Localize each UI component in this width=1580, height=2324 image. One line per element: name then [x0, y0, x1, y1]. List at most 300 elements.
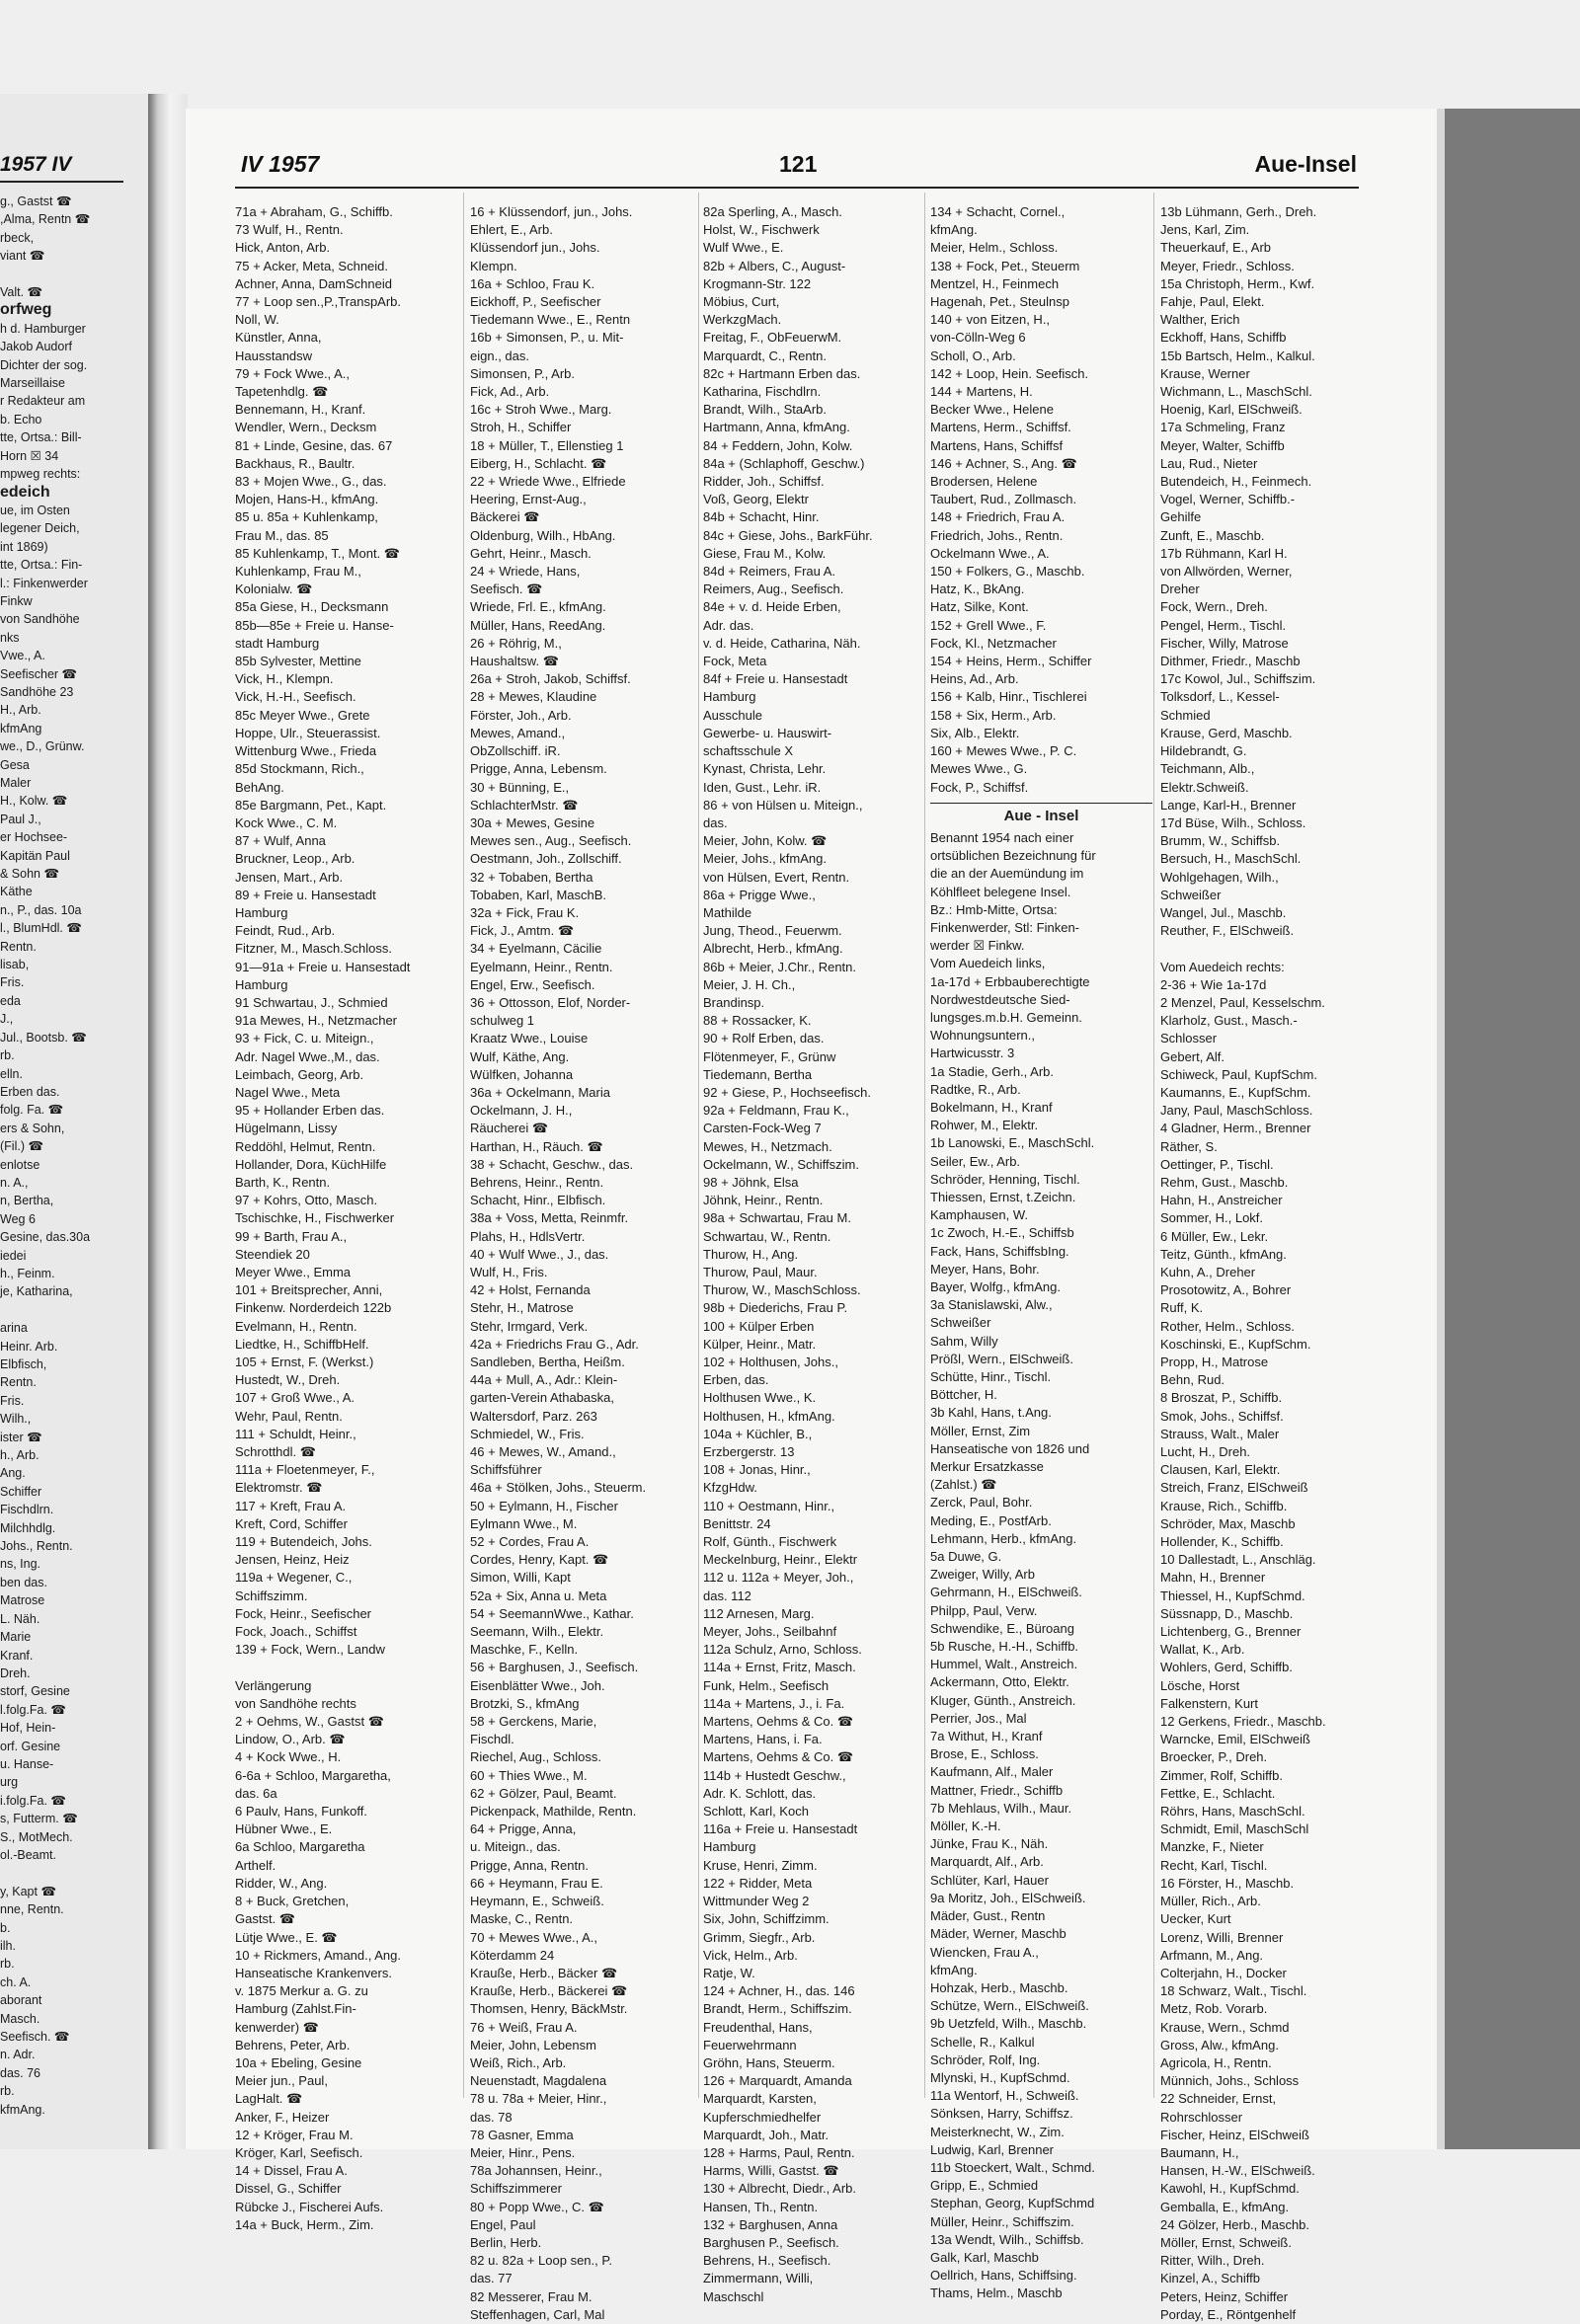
directory-entry: Meyer, Friedr., Schloss. — [1160, 258, 1295, 273]
directory-entry: Teitz, Günth., kfmAng. — [1160, 1246, 1287, 1262]
directory-entry: Radtke, R., Arb. — [930, 1081, 1021, 1097]
directory-entry: Schwendike, E., Büroang — [930, 1620, 1074, 1636]
directory-entry: Schwartau, W., Rentn. — [703, 1228, 831, 1244]
directory-entry: 92 + Giese, P., Hochseefisch. — [703, 1084, 871, 1100]
left-page-line: Gesa — [0, 757, 30, 772]
directory-entry: Streich, Franz, ElSchweiß — [1160, 1480, 1308, 1496]
directory-entry: Achner, Anna, DamSchneid — [235, 275, 392, 291]
left-page-line: l., BlumHdl. ☎ — [0, 921, 82, 936]
left-page-line: tte, Ortsa.: Fin- — [0, 558, 83, 573]
directory-column-4 — [930, 203, 1152, 2303]
directory-entry: Elektromstr. ☎ — [235, 1480, 323, 1496]
directory-entry: Köterdamm 24 — [470, 1947, 555, 1963]
directory-entry: 5a Duwe, G. — [930, 1549, 1002, 1565]
directory-entry: Lösche, Horst — [1160, 1677, 1240, 1693]
directory-entry: Wohnungsuntern., — [930, 1028, 1035, 1044]
directory-entry: Holthusen Wwe., K. — [703, 1390, 817, 1406]
directory-entry: 5b Rusche, H.-H., Schiffb. — [930, 1639, 1079, 1655]
directory-entry: Fischer, Willy, Matrose — [1160, 635, 1289, 651]
directory-entry: 76 + Weiß, Frau A. — [470, 2019, 578, 2035]
directory-entry: 16b + Simonsen, P., u. Mit- — [470, 330, 624, 346]
directory-entry: 117 + Kreft, Frau A. — [235, 1498, 347, 1513]
left-page-header: 1957 IV — [0, 153, 123, 183]
directory-entry: 24 + Wriede, Hans, — [470, 564, 581, 580]
left-page-line: Hof, Hein- — [0, 1721, 56, 1736]
directory-entry: Prigge, Anna, Rentn. — [470, 1857, 589, 1873]
left-page-line: J., — [0, 1012, 14, 1027]
directory-entry: Möller, K.-H. — [930, 1819, 1001, 1834]
directory-entry: 60 + Thies Wwe., M. — [470, 1767, 588, 1783]
directory-entry: Fettke, E., Schlacht. — [1160, 1785, 1276, 1801]
left-page-line: von Sandhöhe — [0, 612, 80, 627]
section-title: Aue - Insel — [930, 803, 1152, 825]
directory-entry: 110 + Oestmann, Hinr., — [703, 1498, 835, 1513]
directory-entry: Ruff, K. — [1160, 1300, 1204, 1316]
directory-entry: 91 Schwartau, J., Schmied — [235, 994, 388, 1010]
directory-entry: Erben, das. — [703, 1372, 769, 1388]
directory-entry: 7a Withut, H., Kranf — [930, 1729, 1043, 1744]
directory-entry: Krause, Wern., Schmd — [1160, 2019, 1290, 2035]
directory-entry: 78 u. 78a + Meier, Hinr., — [470, 2091, 607, 2107]
left-page-line: y, Kapt ☎ — [0, 1884, 57, 1898]
left-page-line: Johs., Rentn. — [0, 1539, 73, 1554]
directory-entry: LagHalt. ☎ — [235, 2091, 303, 2107]
directory-entry: Heins, Ad., Arb. — [930, 671, 1019, 687]
directory-entry: 24 Gölzer, Herb., Maschb. — [1160, 2216, 1310, 2232]
directory-entry: Kaufmann, Alf., Maler — [930, 1764, 1054, 1780]
directory-entry: Sahm, Willy — [930, 1333, 998, 1349]
directory-entry: Anker, F., Heizer — [235, 2109, 330, 2125]
directory-entry: Hoppe, Ulr., Steuerassist. — [235, 725, 381, 740]
directory-entry: Meyer, Walter, Schiffb — [1160, 437, 1285, 453]
left-page-line: lisab, — [0, 958, 30, 972]
directory-entry: Möller, Ernst, Schweiß. — [1160, 2234, 1292, 2250]
directory-entry: das. 78 — [470, 2109, 513, 2125]
directory-entry: Harms, Willi, Gastst. ☎ — [703, 2163, 839, 2179]
directory-entry: Jensen, Mart., Arb. — [235, 869, 344, 885]
left-page-line: orf. Gesine — [0, 1739, 61, 1753]
directory-entry: 85 u. 85a + Kuhlenkamp, — [235, 509, 378, 525]
directory-entry: Benannt 1954 nach einer — [930, 829, 1074, 845]
directory-entry: 116a + Freie u. Hansestadt — [703, 1821, 858, 1837]
directory-entry: Hagenah, Pet., Steulnsp — [930, 294, 1069, 310]
left-page-line: int 1869) — [0, 539, 48, 554]
directory-entry: Waltersdorf, Parz. 263 — [470, 1408, 597, 1424]
directory-entry: Porday, E., Röntgenhelf — [1160, 2306, 1297, 2322]
directory-entry: 84b + Schacht, Hinr. — [703, 509, 820, 525]
directory-entry: Meier, Hinr., Pens. — [470, 2144, 576, 2160]
directory-entry: 6 Müller, Ew., Lekr. — [1160, 1228, 1269, 1244]
directory-entry: Rehm, Gust., Maschb. — [1160, 1174, 1289, 1190]
directory-entry: Barghusen P., Seefisch. — [703, 2234, 839, 2250]
left-page-line: rb. — [0, 1048, 15, 1063]
left-page-line: Paul J., — [0, 812, 41, 826]
directory-entry: Hamburg — [235, 976, 288, 992]
directory-entry: Berlin, Herb. — [470, 2234, 542, 2250]
directory-entry: Klüssendorf jun., Johs. — [470, 240, 600, 256]
directory-entry: 83 + Mojen Wwe., G., das. — [235, 474, 387, 490]
directory-entry: 142 + Loop, Hein. Seefisch. — [930, 365, 1089, 381]
directory-entry: SchlachterMstr. ☎ — [470, 797, 579, 813]
directory-entry: Bokelmann, H., Kranf — [930, 1099, 1053, 1115]
directory-entry: 92a + Feldmann, Frau K., — [703, 1103, 849, 1119]
directory-entry: Kynast, Christa, Lehr. — [703, 761, 827, 777]
directory-entry: Prößl, Wern., ElSchweiß. — [930, 1351, 1073, 1366]
directory-entry: Tapetenhdlg. ☎ — [235, 384, 329, 400]
directory-entry: Schiffszimm. — [235, 1588, 308, 1603]
directory-entry: Frau M., das. 85 — [235, 527, 329, 543]
directory-entry: Kawohl, H., KupfSchmd. — [1160, 2181, 1300, 2197]
directory-entry: 112 u. 112a + Meyer, Joh., — [703, 1570, 854, 1586]
directory-entry: Eickhoff, P., Seefischer — [470, 294, 601, 310]
directory-entry: Haushaltsw. ☎ — [470, 654, 559, 669]
directory-entry: das. — [703, 814, 728, 830]
directory-entry: Ritter, Wilh., Dreh. — [1160, 2253, 1265, 2269]
directory-entry: Rolf, Günth., Fischwerk — [703, 1534, 837, 1550]
directory-entry: Colterjahn, H., Docker — [1160, 1965, 1287, 1980]
directory-entry: Thiessel, H., KupfSchmd. — [1160, 1588, 1305, 1603]
directory-entry: 82 u. 82a + Loop sen., P. — [470, 2253, 612, 2269]
directory-entry: Meyer Wwe., Emma — [235, 1264, 352, 1279]
directory-entry: Krause, Gerd, Maschb. — [1160, 725, 1293, 740]
directory-entry: 14a + Buck, Herm., Zim. — [235, 2216, 374, 2232]
directory-entry: Kreft, Cord, Schiffer — [235, 1515, 348, 1531]
directory-entry: 97 + Kohrs, Otto, Masch. — [235, 1193, 378, 1208]
directory-entry: Stroh, H., Schiffer — [470, 420, 572, 435]
directory-entry: Adr. das. — [703, 617, 754, 633]
directory-entry: 52 + Cordes, Frau A. — [470, 1534, 590, 1550]
page-number: 121 — [779, 151, 818, 177]
directory-entry: Rübcke J., Fischerei Aufs. — [235, 2199, 384, 2214]
directory-entry: Plahs, H., HdlsVertr. — [470, 1228, 586, 1244]
directory-entry: Engel, Paul — [470, 2216, 536, 2232]
directory-entry: Behrens, Peter, Arb. — [235, 2037, 351, 2053]
directory-entry: Bz.: Hmb-Mitte, Ortsa: — [930, 901, 1058, 917]
directory-entry: Thurow, H., Ang. — [703, 1246, 799, 1262]
directory-entry: 114b + Hustedt Geschw., — [703, 1767, 846, 1783]
directory-entry: Meier, Johs., kfmAng. — [703, 851, 827, 867]
directory-entry: Mewes, Amand., — [470, 725, 566, 740]
directory-entry: 50 + Eylmann, H., Fischer — [470, 1498, 618, 1513]
directory-entry: Oestmann, Joh., Zollschiff. — [470, 851, 622, 867]
directory-entry: 156 + Kalb, Hinr., Tischlerei — [930, 689, 1087, 705]
directory-entry: Schiffsführer — [470, 1462, 542, 1478]
directory-entry: Brumm, W., Schiffsb. — [1160, 833, 1281, 849]
left-page-line: Sandhöhe 23 — [0, 684, 74, 699]
directory-entry: Koschinski, E., KupfSchm. — [1160, 1336, 1311, 1352]
directory-entry: 119 + Butendeich, Johs. — [235, 1534, 372, 1550]
directory-entry: von-Cölln-Weg 6 — [930, 330, 1026, 346]
directory-entry: 7b Mehlaus, Wilh., Maur. — [930, 1800, 1072, 1816]
directory-entry: Fock, Joach., Schiffst — [235, 1624, 357, 1640]
book-gutter — [148, 94, 188, 2149]
left-page-line: n, Bertha, — [0, 1194, 54, 1208]
directory-entry: Thurow, Paul, Maur. — [703, 1264, 818, 1279]
directory-entry: Meckelnburg, Heinr., Elektr — [703, 1552, 858, 1568]
directory-entry: Jünke, Frau K., Näh. — [930, 1836, 1049, 1852]
directory-entry: Scholl, O., Arb. — [930, 348, 1016, 363]
directory-entry: 119a + Wegener, C., — [235, 1570, 353, 1586]
directory-entry: 124 + Achner, H., das. 146 — [703, 1983, 855, 1999]
directory-entry: 12 Gerkens, Friedr., Maschb. — [1160, 1714, 1326, 1730]
directory-entry: Noll, W. — [235, 312, 279, 328]
left-page-line: Finkw — [0, 593, 33, 608]
directory-entry: Brandt, Wilh., StaArb. — [703, 402, 827, 418]
directory-entry: 1b Lanowski, E., MaschSchl. — [930, 1135, 1095, 1151]
left-page-line: Gesine, das.30a — [0, 1230, 91, 1245]
directory-entry: Lucht, H., Dreh. — [1160, 1444, 1251, 1460]
directory-entry: Leimbach, Georg, Arb. — [235, 1066, 364, 1082]
left-page-line: Elbfisch, — [0, 1357, 47, 1371]
directory-entry: 98b + Diederichs, Frau P. — [703, 1300, 848, 1316]
directory-entry: Thiessen, Ernst, t.Zeichn. — [930, 1189, 1076, 1204]
directory-entry: Gehilfe — [1160, 509, 1202, 525]
left-page-line: H., Kolw. ☎ — [0, 794, 68, 809]
directory-entry: 82c + Hartmann Erben das. — [703, 365, 861, 381]
directory-entry: Stehr, H., Matrose — [470, 1300, 574, 1316]
directory-entry: 100 + Külper Erben — [703, 1318, 815, 1334]
directory-entry: Schiweck, Paul, KupfSchm. — [1160, 1066, 1317, 1082]
directory-entry: Wulf, Käthe, Ang. — [470, 1048, 570, 1064]
directory-entry: Klempn. — [470, 258, 517, 273]
directory-entry: 6-6a + Schloo, Margaretha, — [235, 1767, 391, 1783]
left-page-line: Marie — [0, 1630, 32, 1645]
directory-entry: schaftsschule X — [703, 743, 794, 759]
directory-entry: Dreher — [1160, 581, 1200, 597]
directory-entry: Lehmann, Herb., kfmAng. — [930, 1530, 1077, 1546]
directory-entry: 17c Kowol, Jul., Schiffszim. — [1160, 671, 1316, 687]
directory-entry: Feindt, Rud., Arb. — [235, 923, 336, 939]
directory-entry: Hollender, K., Schiffb. — [1160, 1534, 1284, 1550]
directory-entry: von Sandhöhe rechts — [235, 1695, 356, 1711]
left-page-line: storf, Gesine — [0, 1684, 70, 1699]
left-page-line: Heinr. Arb. — [0, 1339, 58, 1354]
directory-entry: Gebert, Alf. — [1160, 1048, 1225, 1064]
directory-entry: Lange, Karl-H., Brenner — [1160, 797, 1297, 813]
left-page-line: Rentn. — [0, 939, 37, 954]
directory-entry: 130 + Albrecht, Diedr., Arb. — [703, 2181, 857, 2197]
directory-entry: Ridder, Joh., Schiffsf. — [703, 474, 825, 490]
directory-entry: Meier, John, Lebensm — [470, 2037, 596, 2053]
directory-entry: 160 + Mewes Wwe., P. C. — [930, 743, 1077, 759]
left-page-line: Rentn. — [0, 1375, 37, 1390]
left-page-line: n. Adr. — [0, 2048, 36, 2062]
directory-entry: 10 + Rickmers, Amand., Ang. — [235, 1947, 401, 1963]
directory-entry: Ridder, W., Ang. — [235, 1875, 328, 1891]
directory-entry: Mewes, H., Netzmach. — [703, 1138, 832, 1154]
directory-entry: Fack, Hans, SchiffsbIng. — [930, 1243, 1069, 1259]
directory-entry: 38 + Schacht, Geschw., das. — [470, 1156, 634, 1172]
directory-entry: 86a + Prigge Wwe., — [703, 887, 816, 902]
directory-entry: Marquardt, C., Rentn. — [703, 348, 827, 363]
directory-entry: Hahn, H., Anstreicher — [1160, 1193, 1283, 1208]
directory-entry: Schmidt, Emil, MaschSchl — [1160, 1821, 1309, 1837]
left-page-line: arina — [0, 1321, 28, 1336]
directory-entry: Schröder, Henning, Tischl. — [930, 1171, 1080, 1187]
directory-entry: Adr. K. Schlott, das. — [703, 1785, 817, 1801]
left-page-line: enlotse — [0, 1157, 40, 1172]
directory-entry: Lütje Wwe., E. ☎ — [235, 1929, 338, 1945]
directory-entry: Benittstr. 24 — [703, 1515, 771, 1531]
directory-entry: Eisenblätter Wwe., Joh. — [470, 1677, 605, 1693]
directory-entry: ortsüblichen Bezeichnung für — [930, 848, 1096, 864]
left-page-line: Masch. — [0, 2011, 40, 2026]
directory-entry: Perrier, Jos., Mal — [930, 1710, 1027, 1726]
directory-entry: 84c + Giese, Johs., BarkFühr. — [703, 527, 873, 543]
directory-entry: Tiedemann Wwe., E., Rentn — [470, 312, 631, 328]
directory-entry: Krogmann-Str. 122 — [703, 275, 812, 291]
page-edge — [1437, 109, 1445, 2149]
directory-entry: Gastst. ☎ — [235, 1911, 295, 1927]
left-page-line: ilh. — [0, 1939, 16, 1953]
directory-entry: Agricola, H., Rentn. — [1160, 2054, 1272, 2070]
directory-entry: Tschischke, H., Fischwerker — [235, 1210, 395, 1226]
directory-entry: Riechel, Aug., Schloss. — [470, 1749, 601, 1765]
directory-entry: Schütze, Wern., ElSchweiß. — [930, 1998, 1089, 2014]
directory-entry: 14 + Dissel, Frau A. — [235, 2163, 348, 2179]
directory-entry: Lichtenberg, G., Brenner — [1160, 1624, 1302, 1640]
directory-entry: Schacht, Hinr., Elbfisch. — [470, 1193, 606, 1208]
directory-entry: Kröger, Karl, Seefisch. — [235, 2144, 363, 2160]
directory-entry: 102 + Holthusen, Johs., — [703, 1355, 838, 1369]
directory-entry: Baumann, H., — [1160, 2144, 1239, 2160]
directory-entry: Manzke, F., Nieter — [1160, 1839, 1264, 1855]
directory-entry: das. 112 — [703, 1588, 751, 1603]
directory-entry: 3a Stanislawski, Alw., — [930, 1297, 1053, 1313]
left-page-line: nks — [0, 630, 20, 645]
directory-entry: 86 + von Hülsen u. Miteign., — [703, 797, 863, 813]
directory-entry: 112 Arnesen, Marg. — [703, 1605, 815, 1621]
left-page-line: er Hochsee- — [0, 830, 68, 845]
directory-entry: Künstler, Anna, — [235, 330, 322, 346]
directory-entry: Eyelmann, Heinr., Rentn. — [470, 959, 613, 974]
directory-entry: v. d. Heide, Catharina, Näh. — [703, 635, 861, 651]
directory-entry: Walther, Erich — [1160, 312, 1240, 328]
directory-entry: schulweg 1 — [470, 1013, 535, 1029]
directory-entry: Philpp, Paul, Verw. — [930, 1602, 1038, 1618]
directory-entry: Backhaus, R., Baultr. — [235, 455, 356, 471]
directory-entry: 150 + Folkers, G., Maschb. — [930, 564, 1085, 580]
directory-entry: Förster, Joh., Arb. — [470, 707, 572, 723]
directory-entry — [1160, 940, 1382, 958]
left-page-line: folg. Fa. ☎ — [0, 1103, 64, 1118]
directory-entry: Flötenmeyer, F., Grünw — [703, 1048, 836, 1064]
left-page-line: das. 76 — [0, 2065, 41, 2080]
directory-entry: Martens, Oehms & Co. ☎ — [703, 1749, 854, 1765]
directory-entry: kfmAng. — [930, 222, 978, 238]
directory-entry: Schiffszimmerer — [470, 2181, 562, 2197]
directory-entry: Wohlgehagen, Wilh., — [1160, 869, 1279, 885]
directory-entry: Reddöhl, Helmut, Rentn. — [235, 1138, 376, 1154]
directory-entry: Schweißer — [930, 1315, 991, 1331]
left-page-line: Käthe — [0, 885, 33, 899]
left-page-line: ns, Ing. — [0, 1557, 40, 1572]
directory-entry: Hohzak, Herb., Maschb. — [930, 1979, 1068, 1995]
directory-entry: 78 Gasner, Emma — [470, 2127, 574, 2142]
directory-entry: Hansen, Th., Rentn. — [703, 2199, 819, 2214]
directory-entry: Fischdl. — [470, 1732, 514, 1747]
left-page-line: Milchhdlg. — [0, 1520, 56, 1535]
left-page-line: rbeck, — [0, 230, 35, 245]
directory-entry: ObZollschiff. iR. — [470, 743, 561, 759]
left-page-line: Kapitän Paul — [0, 848, 70, 863]
directory-entry: 82 Messerer, Frau M. — [470, 2288, 592, 2304]
directory-entry: Kruse, Henri, Zimm. — [703, 1857, 818, 1873]
directory-entry: Mattner, Friedr., Schiffb — [930, 1782, 1064, 1798]
left-page-line: kfmAng. — [0, 2102, 45, 2117]
directory-entry: 16c + Stroh Wwe., Marg. — [470, 402, 612, 418]
directory-entry: Kuhn, A., Dreher — [1160, 1264, 1256, 1279]
directory-entry: Mlynski, H., KupfSchmd. — [930, 2069, 1070, 2085]
directory-entry: Sommer, H., Lokf. — [1160, 1210, 1264, 1226]
directory-entry: Prosotowitz, A., Bohrer — [1160, 1282, 1292, 1298]
left-page-line: rb. — [0, 1957, 15, 1972]
left-page-line: Valt. ☎ — [0, 285, 43, 300]
left-page-line: Seefischer ☎ — [0, 666, 78, 681]
directory-entry: 8 + Buck, Gretchen, — [235, 1894, 350, 1909]
directory-entry: Jensen, Heinz, Heiz — [235, 1552, 350, 1568]
directory-entry: Röhrs, Hans, MaschSchl. — [1160, 1804, 1305, 1820]
directory-entry: 44a + Mull, A., Adr.: Klein- — [470, 1372, 618, 1388]
directory-entry: 46a + Stölken, Johs., Steuerm. — [470, 1480, 647, 1496]
directory-entry: Ehlert, E., Arb. — [470, 222, 553, 238]
directory-entry: Martens, Herm., Schiffsf. — [930, 420, 1071, 435]
directory-entry: Schlosser — [1160, 1031, 1218, 1046]
directory-entry: 6a Schloo, Margaretha — [235, 1839, 365, 1855]
directory-entry: Fitzner, M., Masch.Schloss. — [235, 941, 392, 957]
directory-entry: Meier, J. H. Ch., — [703, 976, 796, 992]
directory-entry: Kolonialw. ☎ — [235, 581, 313, 597]
left-page-line: edeich — [0, 483, 50, 501]
directory-entry: Simonsen, P., Arb. — [470, 365, 575, 381]
directory-entry: Müller, Heinr., Schiffszim. — [930, 2213, 1074, 2229]
directory-entry: Cordes, Henry, Kapt. ☎ — [470, 1552, 609, 1568]
directory-entry: 99 + Barth, Frau A., — [235, 1228, 348, 1244]
left-page-line: mpweg rechts: — [0, 467, 81, 482]
directory-entry: garten-Verein Athabaska, — [470, 1390, 614, 1406]
left-page-line: iedei — [0, 1248, 27, 1263]
directory-entry: 91a Mewes, H., Netzmacher — [235, 1013, 398, 1029]
directory-entry: 16 + Klüssendorf, jun., Johs. — [470, 204, 633, 219]
directory-entry: Broecker, P., Dreh. — [1160, 1749, 1268, 1765]
directory-entry: Wiencken, Frau A., — [930, 1944, 1039, 1960]
left-page-line: Horn ☒ 34 — [0, 448, 59, 463]
directory-entry: Adr. Nagel Wwe.,M., das. — [235, 1048, 380, 1064]
directory-entry: Hildebrandt, G. — [1160, 743, 1247, 759]
left-page-line: & Sohn ☎ — [0, 867, 60, 882]
scan-margin — [1445, 109, 1580, 2149]
directory-entry: Krause, Werner — [1160, 365, 1250, 381]
directory-entry: 4 + Kock Wwe., H. — [235, 1749, 342, 1765]
directory-entry: Gehrt, Heinr., Masch. — [470, 545, 592, 561]
directory-entry: Hanseatische von 1826 und — [930, 1440, 1090, 1456]
directory-entry: das. 6a — [235, 1785, 277, 1801]
directory-entry: 1c Zwoch, H.-E., Schiffsb — [930, 1225, 1074, 1241]
directory-entry: Eiberg, H., Schlacht. ☎ — [470, 455, 607, 471]
directory-entry: 6 Paulv, Hans, Funkoff. — [235, 1804, 367, 1820]
directory-entry: Feuerwehrmann — [703, 2037, 797, 2053]
header-rule — [235, 187, 1359, 189]
directory-entry: Six, Alb., Elektr. — [930, 725, 1020, 740]
directory-entry: Engel, Erw., Seefisch. — [470, 976, 595, 992]
directory-entry: 111a + Floetenmeyer, F., — [235, 1462, 375, 1478]
directory-entry: Fischer, Heinz, ElSchweiß — [1160, 2127, 1309, 2142]
directory-entry: Gripp, E., Schmied — [930, 2178, 1039, 2194]
directory-entry: WerkzgMach. — [703, 312, 782, 328]
left-page-line: Vwe., A. — [0, 649, 45, 663]
directory-entry: Hummel, Walt., Anstreich. — [930, 1657, 1078, 1672]
left-page-line: ol.-Beamt. — [0, 1847, 56, 1862]
